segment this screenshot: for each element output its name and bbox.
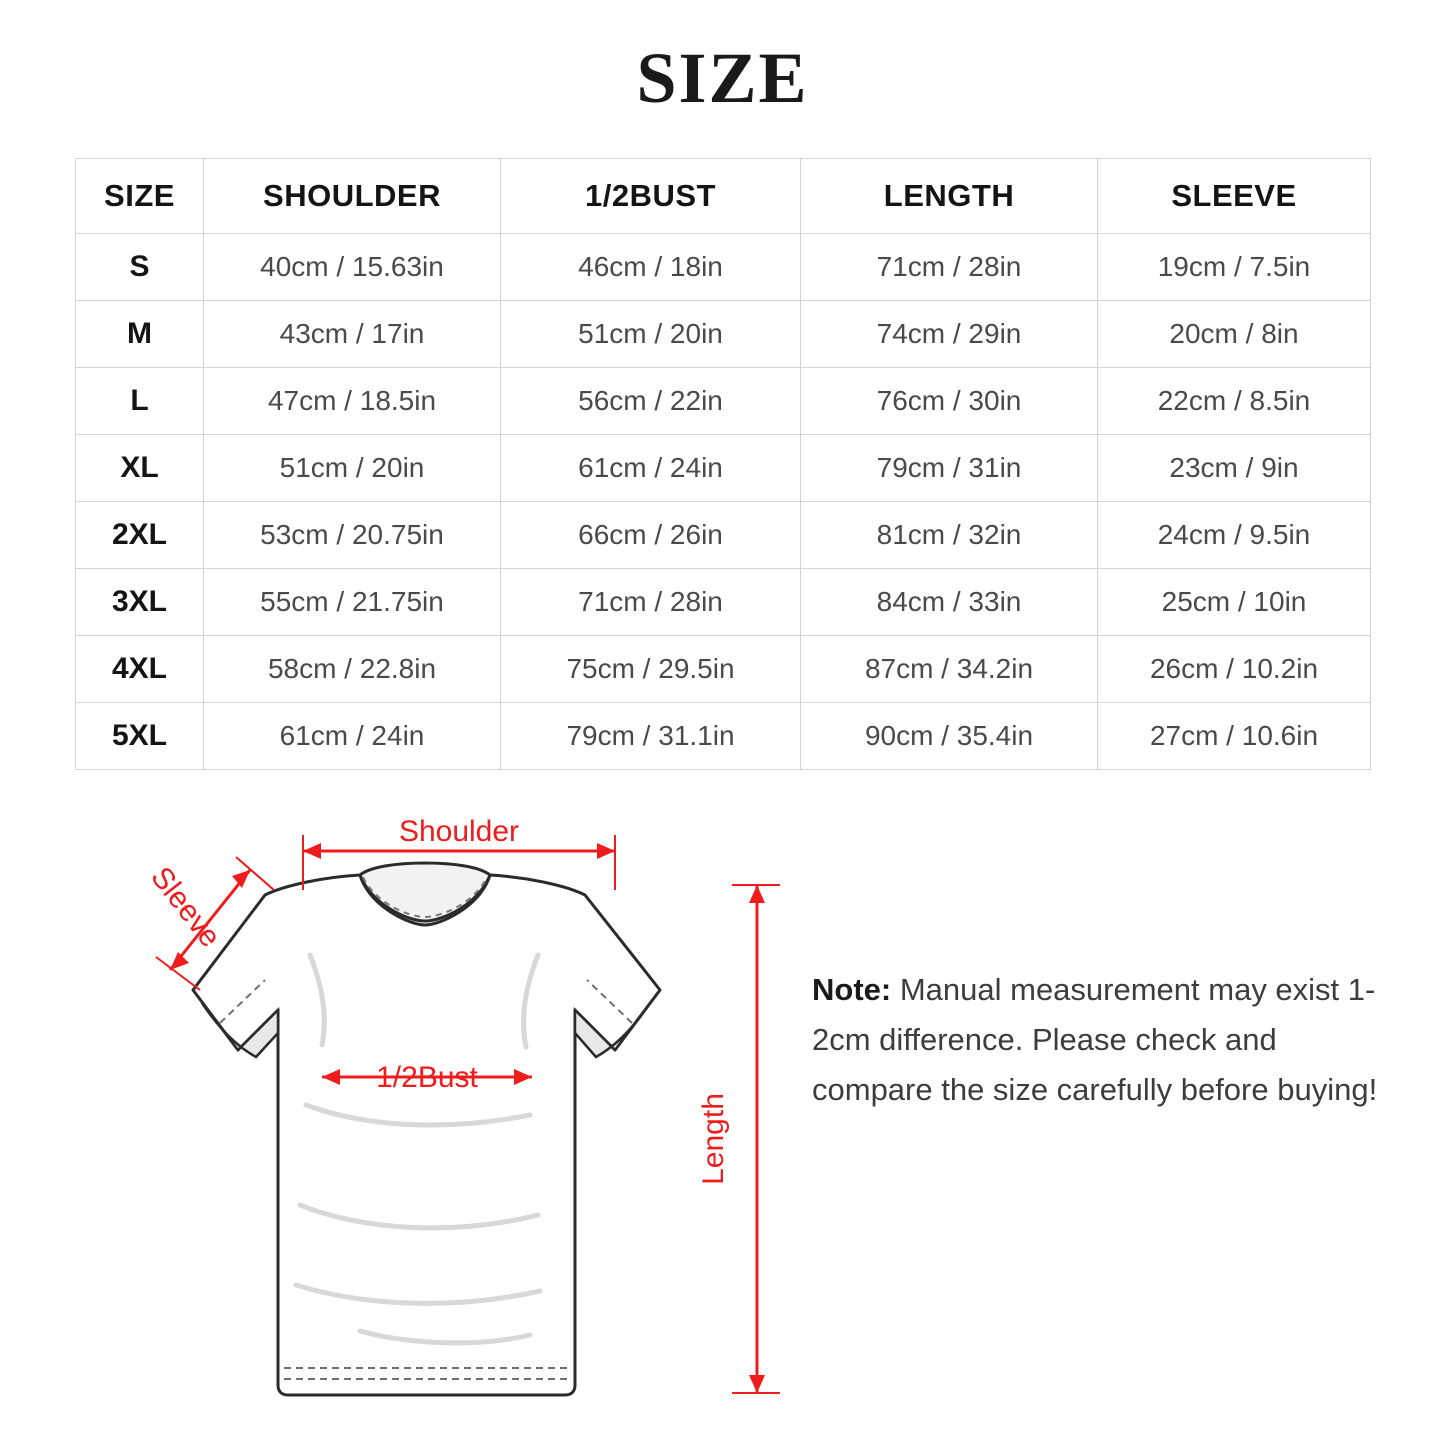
table-row [76,301,1371,368]
tshirt-illustration [193,863,660,1395]
note-text [812,965,1392,1116]
cell-size: 4XL [76,636,204,703]
cell-bust: 51cm / 20in [501,301,801,368]
measurement-guide-section [0,775,1445,1445]
cell-length: 74cm / 29in [801,301,1098,368]
tshirt-measurement-diagram [60,785,780,1435]
cell-size: S [76,234,204,301]
table-row [76,636,1371,703]
cell-shoulder: 61cm / 24in [204,703,501,770]
note-label: Note: [812,972,892,1007]
cell-length: 87cm / 34.2in [801,636,1098,703]
cell-sleeve: 26cm / 10.2in [1098,636,1371,703]
cell-bust: 66cm / 26in [501,502,801,569]
column-header-size: SIZE [76,159,204,234]
cell-bust: 79cm / 31.1in [501,703,801,770]
cell-size: 2XL [76,502,204,569]
table-row [76,234,1371,301]
table-row [76,435,1371,502]
table-row [76,569,1371,636]
cell-sleeve: 22cm / 8.5in [1098,368,1371,435]
cell-sleeve: 20cm / 8in [1098,301,1371,368]
page-title: SIZE [636,38,809,118]
cell-shoulder: 43cm / 17in [204,301,501,368]
size-chart-table-container [75,158,1370,770]
table-header-row [76,159,1371,234]
cell-shoulder: 53cm / 20.75in [204,502,501,569]
cell-shoulder: 47cm / 18.5in [204,368,501,435]
cell-length: 81cm / 32in [801,502,1098,569]
column-header-bust: 1/2BUST [501,159,801,234]
cell-shoulder: 55cm / 21.75in [204,569,501,636]
sleeve-measure-label: Sleeve [144,860,227,954]
table-row [76,502,1371,569]
cell-bust: 75cm / 29.5in [501,636,801,703]
cell-sleeve: 25cm / 10in [1098,569,1371,636]
cell-bust: 61cm / 24in [501,435,801,502]
cell-size: 5XL [76,703,204,770]
cell-size: XL [76,435,204,502]
cell-size: 3XL [76,569,204,636]
column-header-length: LENGTH [801,159,1098,234]
cell-length: 79cm / 31in [801,435,1098,502]
cell-length: 71cm / 28in [801,234,1098,301]
cell-length: 84cm / 33in [801,569,1098,636]
cell-sleeve: 19cm / 7.5in [1098,234,1371,301]
cell-bust: 56cm / 22in [501,368,801,435]
cell-sleeve: 27cm / 10.6in [1098,703,1371,770]
cell-bust: 46cm / 18in [501,234,801,301]
table-row [76,703,1371,770]
cell-shoulder: 51cm / 20in [204,435,501,502]
cell-size: M [76,301,204,368]
column-header-shoulder: SHOULDER [204,159,501,234]
cell-shoulder: 40cm / 15.63in [204,234,501,301]
table-row [76,368,1371,435]
cell-sleeve: 23cm / 9in [1098,435,1371,502]
bust-measure-label: 1/2Bust [376,1061,478,1094]
cell-length: 90cm / 35.4in [801,703,1098,770]
size-chart-table [75,158,1371,770]
cell-length: 76cm / 30in [801,368,1098,435]
cell-size: L [76,368,204,435]
length-measure-label: Length [697,1093,730,1185]
cell-sleeve: 24cm / 9.5in [1098,502,1371,569]
column-header-sleeve: SLEEVE [1098,159,1371,234]
cell-shoulder: 58cm / 22.8in [204,636,501,703]
note-body: Manual measurement may exist 1-2cm difference. Please check and compare the size carefully before buying! [812,972,1378,1108]
cell-bust: 71cm / 28in [501,569,801,636]
shoulder-measure-label: Shoulder [398,815,520,848]
